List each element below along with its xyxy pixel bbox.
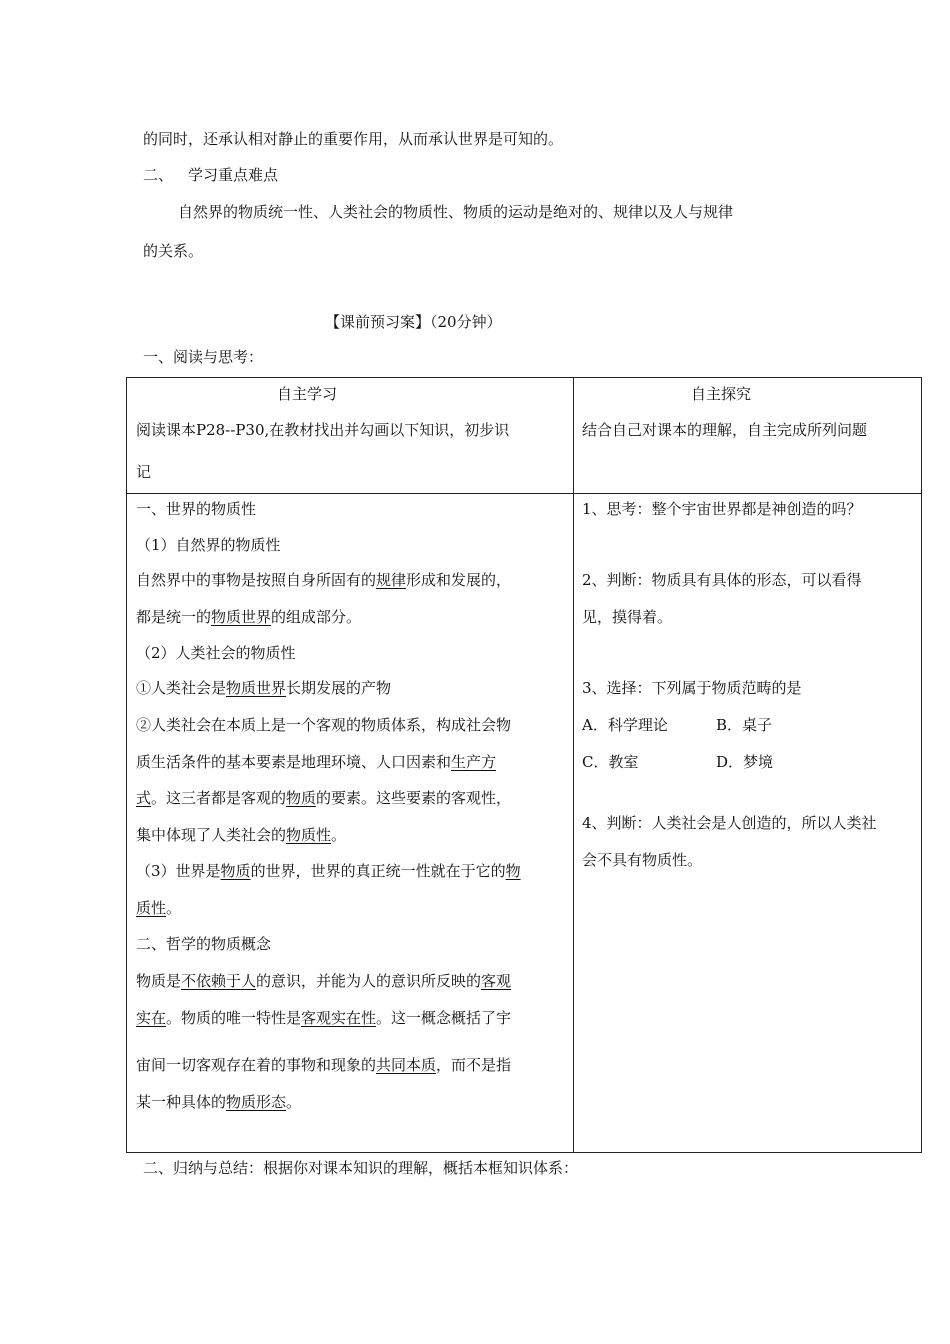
header-cell-self-study (127, 378, 574, 494)
text-line: 质性。 (136, 899, 182, 917)
blank-answer: 共同本质 (376, 1056, 437, 1074)
col-header-self-study: 自主学习 (277, 385, 338, 403)
blank-answer: 物质 (220, 862, 251, 880)
question-2: 2、判断：物质具有具体的形态，可以看得 (582, 571, 862, 589)
question-3: 3、选择：下列属于物质范畴的是 (582, 679, 802, 697)
text-line: 集中体现了人类社会的物质性。 (136, 826, 347, 844)
section-title: 学习重点难点 (188, 166, 279, 184)
text-line: 物质是不依赖于人的意识，并能为人的意识所反映的客观 (136, 972, 512, 990)
preview-title: 【课前预习案】（20分钟） (325, 313, 502, 331)
blank-answer: 客观 (481, 972, 512, 990)
subheading-society: （2）人类社会的物质性 (136, 644, 296, 662)
blank-answer: 物质形态 (226, 1093, 287, 1111)
question-2-cont: 见，摸得着。 (582, 608, 673, 626)
blank-answer: 不依赖于人 (181, 972, 257, 990)
text-line: （3）世界是物质的世界，世界的真正统一性就在于它的物 (136, 862, 521, 880)
knowledge-cell (127, 494, 574, 1153)
text-line: 实在。物质的唯一特性是客观实在性。这一概念概括了宇 (136, 1009, 512, 1027)
summary-heading: 二、归纳与总结：根据你对课本知识的理解，概括本框知识体系： (143, 1159, 579, 1177)
instruction-text: 阅读课本P28--P30,在教材找出并勾画以下知识，初步识 (136, 421, 510, 439)
blank-answer: 物质世界 (211, 608, 272, 626)
intro-line: 的同时，还承认相对静止的重要作用，从而承认世界是可知的。 (143, 130, 564, 148)
text-line: 质生活条件的基本要素是地理环境、人口因素和生产方 (136, 753, 497, 771)
blank-answer: 式 (136, 789, 152, 807)
blank-answer: 质性 (136, 899, 167, 917)
study-table (126, 377, 922, 1153)
blank-answer: 物质性 (286, 826, 332, 844)
col-header-self-explore: 自主探究 (691, 385, 752, 403)
questions-cell (574, 494, 922, 1153)
blank-answer: 物质世界 (226, 679, 287, 697)
text-line: 宙间一切客观存在着的事物和现象的共同本质，而不是指 (136, 1056, 512, 1074)
text-line: 某一种具体的物质形态。 (136, 1093, 302, 1111)
instruction-text-cont: 记 (136, 463, 152, 481)
text-line: ②人类社会在本质上是一个客观的物质体系，构成社会物 (136, 716, 512, 734)
question-4-cont: 会不具有物质性。 (582, 851, 703, 869)
key-points-text: 自然界的物质统一性、人类社会的物质性、物质的运动是绝对的、规律以及人与规律 (178, 203, 734, 221)
section-number: 二、 (143, 166, 174, 184)
part-heading: 一、阅读与思考： (143, 348, 264, 366)
text-line: 式。这三者都是客观的物质的要素。这些要素的客观性， (136, 789, 512, 807)
blank-answer: 生产方 (451, 753, 497, 771)
option-a: A．科学理论 (582, 716, 668, 734)
header-cell-self-explore (574, 378, 922, 494)
instruction-text: 结合自己对课本的理解，自主完成所列问题 (582, 421, 868, 439)
text-line: 都是统一的物质世界的组成部分。 (136, 608, 362, 626)
question-4: 4、判断：人类社会是人创造的，所以人类社 (582, 814, 877, 832)
blank-answer: 规律 (376, 571, 407, 589)
text-line: ①人类社会是物质世界长期发展的产物 (136, 679, 392, 697)
blank-answer: 物质 (286, 789, 317, 807)
heading-matter-concept: 二、哲学的物质概念 (136, 935, 272, 953)
blank-answer: 实在 (136, 1009, 167, 1027)
subheading-nature: （1）自然界的物质性 (136, 536, 281, 554)
text-line: 自然界中的事物是按照自身所固有的规律形成和发展的， (136, 571, 512, 589)
option-c: C．教室 (582, 753, 639, 771)
option-b: B．桌子 (716, 716, 773, 734)
question-1: 1、思考：整个宇宙世界都是神创造的吗？ (582, 500, 862, 518)
heading-materiality: 一、世界的物质性 (136, 500, 257, 518)
option-d: D．梦境 (716, 753, 774, 771)
blank-answer: 物 (505, 862, 521, 880)
blank-answer: 客观实在性 (301, 1009, 377, 1027)
key-points-text-cont: 的关系。 (143, 242, 204, 260)
